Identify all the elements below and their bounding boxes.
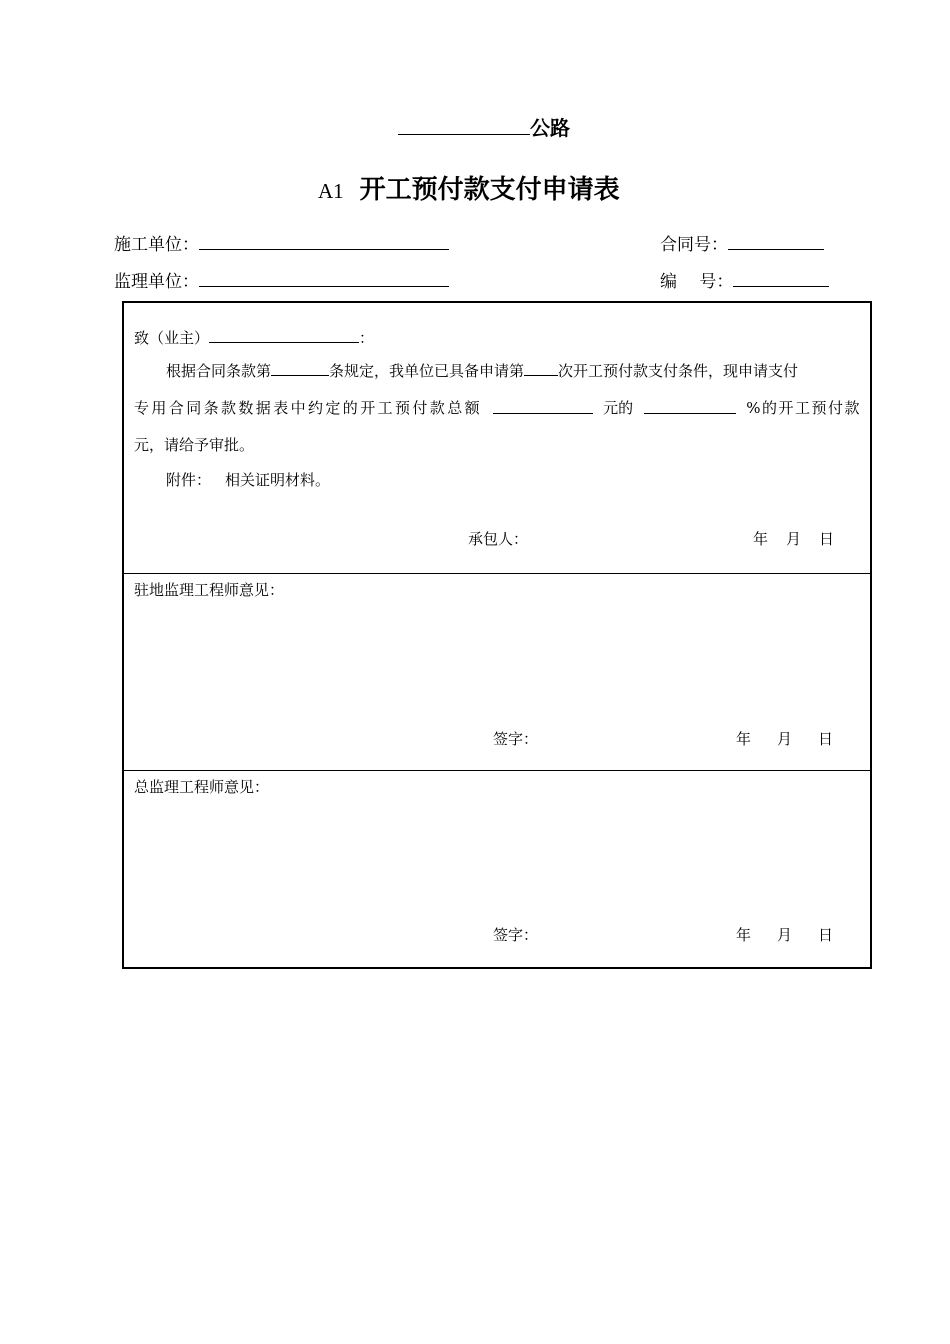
construction-unit-label: 施工单位： bbox=[114, 235, 199, 255]
serial-no-field[interactable] bbox=[733, 268, 829, 287]
date-day-label: 日 bbox=[818, 730, 834, 748]
date-year-label: 年 bbox=[753, 530, 769, 548]
text-total-suffix: %的开工预付款 bbox=[746, 399, 861, 417]
to-owner-colon: ： bbox=[359, 329, 375, 347]
date-month-label: 月 bbox=[777, 730, 793, 748]
chief-engineer-opinion-title: 总监理工程师意见： bbox=[134, 778, 270, 796]
construction-unit-field[interactable] bbox=[199, 231, 449, 250]
form-title bbox=[318, 172, 620, 209]
road-title bbox=[398, 112, 570, 142]
to-owner-line bbox=[134, 327, 374, 348]
resident-engineer-opinion-title: 驻地监理工程师意见： bbox=[134, 581, 285, 599]
date-month-label: 月 bbox=[786, 530, 802, 548]
contractor-date bbox=[753, 529, 834, 549]
serial-no-label: 编 号： bbox=[660, 272, 734, 292]
payment-count-field[interactable] bbox=[524, 360, 558, 376]
attachment-label: 附件： bbox=[166, 471, 212, 489]
application-line-2 bbox=[134, 398, 861, 418]
form-table bbox=[122, 301, 872, 969]
section-divider-1 bbox=[124, 573, 870, 574]
date-day-label: 日 bbox=[819, 530, 835, 548]
contractor-signer-label: 承包人： bbox=[468, 530, 529, 548]
contract-no-row bbox=[660, 231, 824, 257]
form-code: A1 bbox=[318, 179, 344, 203]
text-total-middle: 元的 bbox=[603, 399, 634, 417]
to-owner-label: 致（业主） bbox=[134, 329, 210, 347]
text-total-prefix: 专用合同条款数据表中约定的开工预付款总额 bbox=[134, 399, 483, 417]
road-suffix: 公路 bbox=[530, 116, 570, 140]
resident-sign-label: 签字： bbox=[493, 730, 539, 748]
construction-unit-row bbox=[114, 231, 449, 257]
date-month-label: 月 bbox=[777, 926, 793, 944]
chief-sign-label: 签字： bbox=[493, 926, 539, 944]
supervision-unit-label: 监理单位： bbox=[114, 272, 199, 292]
attachment-line bbox=[166, 470, 330, 490]
total-amount-field[interactable] bbox=[493, 398, 593, 414]
percentage-field[interactable] bbox=[644, 398, 736, 414]
contract-no-label: 合同号： bbox=[660, 235, 728, 255]
chief-date bbox=[736, 925, 833, 945]
section-divider-2 bbox=[124, 770, 870, 771]
supervision-unit-field[interactable] bbox=[199, 268, 449, 287]
road-name-blank[interactable] bbox=[398, 112, 530, 135]
clause-number-field[interactable] bbox=[271, 360, 329, 376]
supervision-unit-row bbox=[114, 268, 449, 294]
text-clause-middle: 条规定，我单位已具备申请第 bbox=[329, 362, 525, 380]
form-name: 开工预付款支付申请表 bbox=[359, 175, 620, 205]
date-day-label: 日 bbox=[818, 926, 834, 944]
attachment-text: 相关证明材料。 bbox=[225, 471, 331, 489]
date-year-label: 年 bbox=[736, 730, 752, 748]
date-year-label: 年 bbox=[736, 926, 752, 944]
application-line-3: 元，请给予审批。 bbox=[134, 436, 255, 454]
owner-name-field[interactable] bbox=[209, 327, 359, 343]
serial-no-row bbox=[660, 268, 829, 294]
application-line-1 bbox=[166, 360, 798, 381]
contract-no-field[interactable] bbox=[728, 231, 824, 250]
text-clause-prefix: 根据合同条款第 bbox=[166, 362, 272, 380]
resident-date bbox=[736, 729, 833, 749]
text-clause-suffix: 次开工预付款支付条件，现申请支付 bbox=[558, 362, 799, 380]
